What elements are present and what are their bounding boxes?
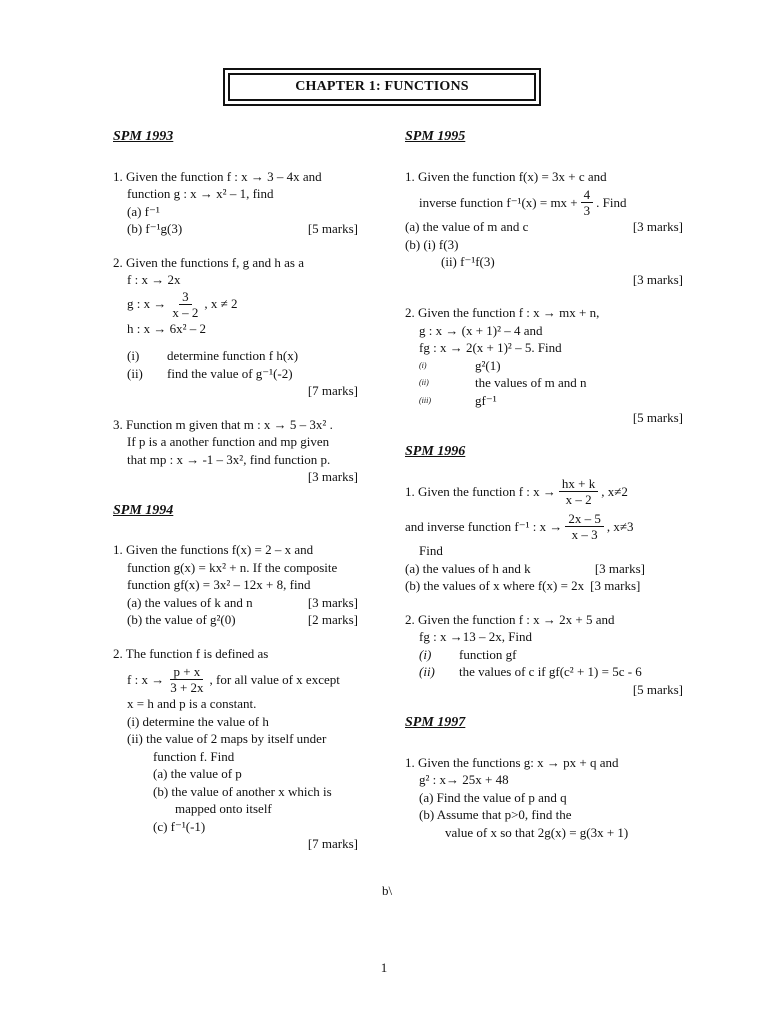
text-line (405, 357, 683, 375)
text-line: (b) Assume that p>0, find the (419, 807, 572, 822)
text-line: function g : x → x² – 1, find (127, 186, 274, 201)
expr-post: . Find (596, 194, 627, 210)
fraction-line (113, 289, 358, 320)
part-text: the values of c if gf(c² + 1) = 5c - 6 (459, 664, 642, 679)
fraction (559, 476, 598, 507)
text-line: (a) Find the value of p and q (419, 789, 567, 805)
chapter-title-box (223, 68, 541, 106)
right-column (405, 128, 683, 841)
text-line: h : x → 6x² – 2 (127, 320, 207, 336)
numerator: 4 (581, 187, 594, 203)
left-column (113, 128, 358, 853)
text-line: value of x so that 2g(x) = g(3x + 1) (445, 824, 629, 840)
text-line: 1. Given the functions g: x → px + q and (405, 754, 619, 770)
marks-label: [7 marks] (307, 836, 358, 851)
text-line: (b) the value of another x which is (153, 783, 332, 799)
marks-label: [3 marks] (307, 594, 358, 610)
question-1994-1 (113, 541, 358, 629)
expr-pre: f : x → (127, 671, 165, 687)
question-1993-2 (113, 254, 358, 400)
question-1997-1 (405, 754, 683, 842)
expr-post: , x≠3 (606, 518, 634, 534)
question-1996-1 (405, 476, 683, 595)
text-line: 2. The function f is defined as (113, 645, 269, 661)
text-line (405, 392, 683, 410)
text-line: 1. Given the functions f(x) = 2 – x and (113, 542, 314, 557)
numerator: hx + k (559, 476, 598, 492)
text-line: function g(x) = kx² + n. If the composite (127, 559, 338, 575)
part-label: (ii) (127, 365, 143, 381)
text-line: (ii) the value of 2 maps by itself under (127, 731, 327, 746)
text-line (113, 365, 358, 383)
part-text: gf⁻¹ (475, 392, 497, 408)
marks-label: [3 marks] (590, 578, 641, 593)
text-line: If p is a another function and mp given (127, 434, 330, 449)
marks-label: [3 marks] (594, 560, 645, 576)
question-1993-3 (113, 416, 358, 486)
denominator: 3 (583, 203, 591, 218)
part-label: (iii) (419, 395, 431, 405)
expr-post: , x ≠ 2 (204, 296, 238, 312)
marks-label: [2 marks] (307, 612, 358, 627)
part-text: (b) f⁻¹g(3) (127, 221, 183, 236)
part-text: (b) the value of g²(0) (127, 612, 236, 627)
question-1993-1 (113, 168, 358, 238)
part-text: (b) the values of x where f(x) = 2x (405, 578, 585, 593)
text-line: (a) f⁻¹ (127, 203, 160, 219)
question-1994-2 (113, 645, 358, 853)
numerator: p + x (170, 664, 203, 680)
section-heading-spm1993: SPM 1993 (113, 129, 174, 144)
text-line: fg : x → 2(x + 1)² – 5. Find (419, 340, 562, 355)
expr-pre: inverse function f⁻¹(x) = mx + (419, 194, 578, 210)
expr-post: , x≠2 (601, 483, 628, 499)
part-text: (a) the values of h and k (405, 560, 531, 576)
text-line (405, 218, 683, 236)
marks-label: [5 marks] (632, 410, 683, 425)
marks-label: [5 marks] (632, 681, 683, 697)
fraction (169, 289, 201, 320)
part-text: (a) the values of k and n (127, 594, 253, 610)
expr-pre: g : x → (127, 296, 167, 312)
text-line: Find (419, 543, 443, 558)
expr-post: , for all value of x except (209, 671, 340, 687)
denominator: 3 + 2x (170, 680, 204, 695)
part-label: (i) (419, 360, 427, 370)
text-line: g : x → (x + 1)² – 4 and (419, 322, 543, 338)
text-line (113, 220, 358, 238)
part-label: (i) (419, 646, 432, 662)
question-1995-1 (405, 168, 683, 289)
part-text: the values of m and n (475, 375, 587, 390)
section-heading-spm1994: SPM 1994 (113, 502, 174, 518)
text-line: 3. Function m given that m : x → 5 – 3x² . (113, 416, 333, 432)
chapter-title: CHAPTER 1: FUNCTIONS (228, 73, 536, 101)
fraction-line (113, 664, 358, 695)
part-text: (a) the value of m and c (405, 219, 529, 234)
text-line (405, 663, 683, 681)
marks-label: [3 marks] (632, 219, 683, 234)
stray-mark: b\ (382, 883, 393, 898)
section-heading-spm1997: SPM 1997 (405, 715, 466, 730)
text-line (113, 347, 358, 365)
expr-pre: 1. Given the function f : x → (405, 483, 556, 499)
part-text: find the value of g⁻¹(-2) (167, 365, 293, 381)
text-line: 1. Given the function f : x → 3 – 4x and (113, 168, 322, 184)
part-text: function gf (459, 646, 517, 662)
page-number: 1 (380, 960, 388, 975)
text-line: function gf(x) = 3x² – 12x + 8, find (127, 577, 311, 592)
text-line: (b) (i) f(3) (405, 236, 459, 252)
text-line: g² : x→ 25x + 48 (419, 772, 509, 787)
text-line: 2. Given the function f : x → mx + n, (405, 305, 600, 320)
text-line: mapped onto itself (175, 801, 272, 816)
numerator: 2x – 5 (565, 511, 604, 527)
marks-label: [3 marks] (632, 271, 683, 287)
text-line (405, 646, 683, 664)
text-line: function f. Find (153, 748, 235, 764)
question-1995-2 (405, 304, 683, 427)
text-line: 2. Given the functions f, g and h as a (113, 254, 304, 270)
text-line: (i) determine the value of h (127, 713, 269, 729)
fraction-line (405, 511, 683, 542)
text-line: x = h and p is a constant. (127, 696, 257, 711)
text-line: (c) f⁻¹(-1) (153, 818, 206, 834)
part-text: determine function f h(x) (167, 348, 299, 363)
denominator: x – 2 (565, 492, 592, 507)
fraction (167, 664, 206, 695)
marks-label: [3 marks] (307, 469, 358, 484)
text-line: f : x → 2x (127, 272, 181, 287)
part-label: (ii) (419, 378, 429, 387)
part-text: g²(1) (475, 357, 501, 373)
fraction (565, 511, 604, 542)
text-line: (a) the value of p (153, 766, 242, 781)
marks-label: [5 marks] (307, 221, 358, 236)
text-line (405, 577, 683, 595)
numerator: 3 (179, 289, 192, 305)
section-heading-spm1996: SPM 1996 (405, 443, 466, 459)
text-line: 1. Given the function f(x) = 3x + c and (405, 168, 607, 184)
fraction-line (405, 187, 683, 218)
question-1996-2 (405, 611, 683, 699)
expr-pre: and inverse function f⁻¹ : x → (405, 518, 563, 534)
text-line: fg : x →13 – 2x, Find (419, 629, 533, 644)
text-line: 2. Given the function f : x → 2x + 5 and (405, 611, 615, 627)
marks-label: [7 marks] (307, 383, 358, 398)
section-heading-spm1995: SPM 1995 (405, 129, 466, 144)
fraction-line (405, 476, 683, 507)
denominator: x – 2 (172, 304, 199, 320)
text-line: (ii) f⁻¹f(3) (441, 254, 495, 269)
part-label: (i) (127, 348, 140, 363)
part-label: (ii) (419, 664, 435, 679)
fraction (581, 187, 594, 218)
denominator: x – 3 (571, 527, 598, 542)
text-line: that mp : x → -1 – 3x², find function p. (127, 451, 331, 467)
text-line (113, 594, 358, 612)
text-line (405, 374, 683, 392)
text-line (405, 560, 645, 578)
text-line (113, 611, 358, 629)
